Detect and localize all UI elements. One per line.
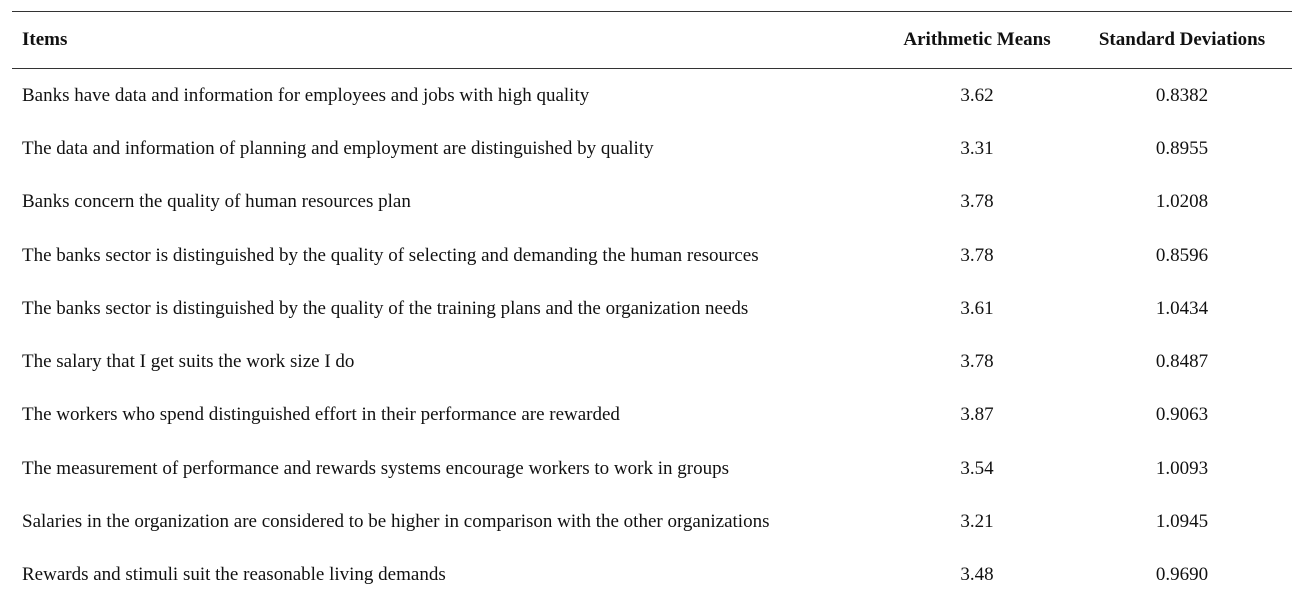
table-header (12, 12, 1292, 68)
row-item: The data and information of planning and employment are distinguished by quality (22, 137, 654, 159)
row-sd: 1.0434 (1155, 297, 1209, 319)
header-arithmetic-means: Arithmetic Means (903, 29, 1051, 50)
table-row (12, 122, 1292, 175)
row-item: The salary that I get suits the work size I do (22, 351, 355, 373)
table-row (12, 69, 1292, 122)
row-item: Salaries in the organization are considered to be higher in comparison with the other organizations (22, 511, 770, 533)
data-table (12, 12, 1292, 68)
table-row (12, 389, 1292, 442)
table-row (12, 335, 1292, 388)
row-item: Banks concern the quality of human resources plan (22, 191, 411, 213)
row-item: Rewards and stimuli suit the reasonable living demands (22, 564, 446, 586)
row-item: The workers who spend distinguished effort in their performance are rewarded (22, 404, 620, 426)
statistics-table (12, 11, 1292, 602)
row-mean: 3.48 (960, 564, 994, 586)
row-mean: 3.78 (960, 244, 994, 266)
table-row (12, 282, 1292, 335)
row-item: Banks have data and information for employees and jobs with high quality (22, 84, 590, 106)
header-standard-deviations: Standard Deviations (1098, 29, 1266, 50)
row-item: The banks sector is distinguished by the quality of selecting and demanding the human resources (22, 244, 759, 266)
row-mean: 3.31 (960, 137, 994, 159)
row-sd: 0.8382 (1155, 84, 1209, 106)
row-mean: 3.62 (960, 84, 994, 106)
row-mean: 3.78 (960, 351, 994, 373)
row-sd: 0.8955 (1155, 137, 1209, 159)
header-items: Items (22, 29, 68, 50)
row-mean: 3.78 (960, 191, 994, 213)
table-row (12, 495, 1292, 548)
header-row (12, 12, 1292, 68)
table-row (12, 229, 1292, 282)
row-sd: 0.8487 (1155, 351, 1209, 373)
data-table-body (12, 69, 1292, 602)
row-mean: 3.61 (960, 297, 994, 319)
table-row (12, 549, 1292, 602)
row-sd: 1.0093 (1155, 457, 1209, 479)
row-mean: 3.54 (960, 457, 994, 479)
row-sd: 1.0945 (1155, 511, 1209, 533)
row-sd: 1.0208 (1155, 191, 1209, 213)
row-sd: 0.8596 (1155, 244, 1209, 266)
row-item: The banks sector is distinguished by the quality of the training plans and the organization needs (22, 297, 749, 319)
row-mean: 3.87 (960, 404, 994, 426)
table-row (12, 176, 1292, 229)
table-row (12, 442, 1292, 495)
row-sd: 0.9063 (1155, 404, 1209, 426)
row-item: The measurement of performance and rewards systems encourage workers to work in groups (22, 457, 729, 479)
row-mean: 3.21 (960, 511, 994, 533)
row-sd: 0.9690 (1155, 564, 1209, 586)
